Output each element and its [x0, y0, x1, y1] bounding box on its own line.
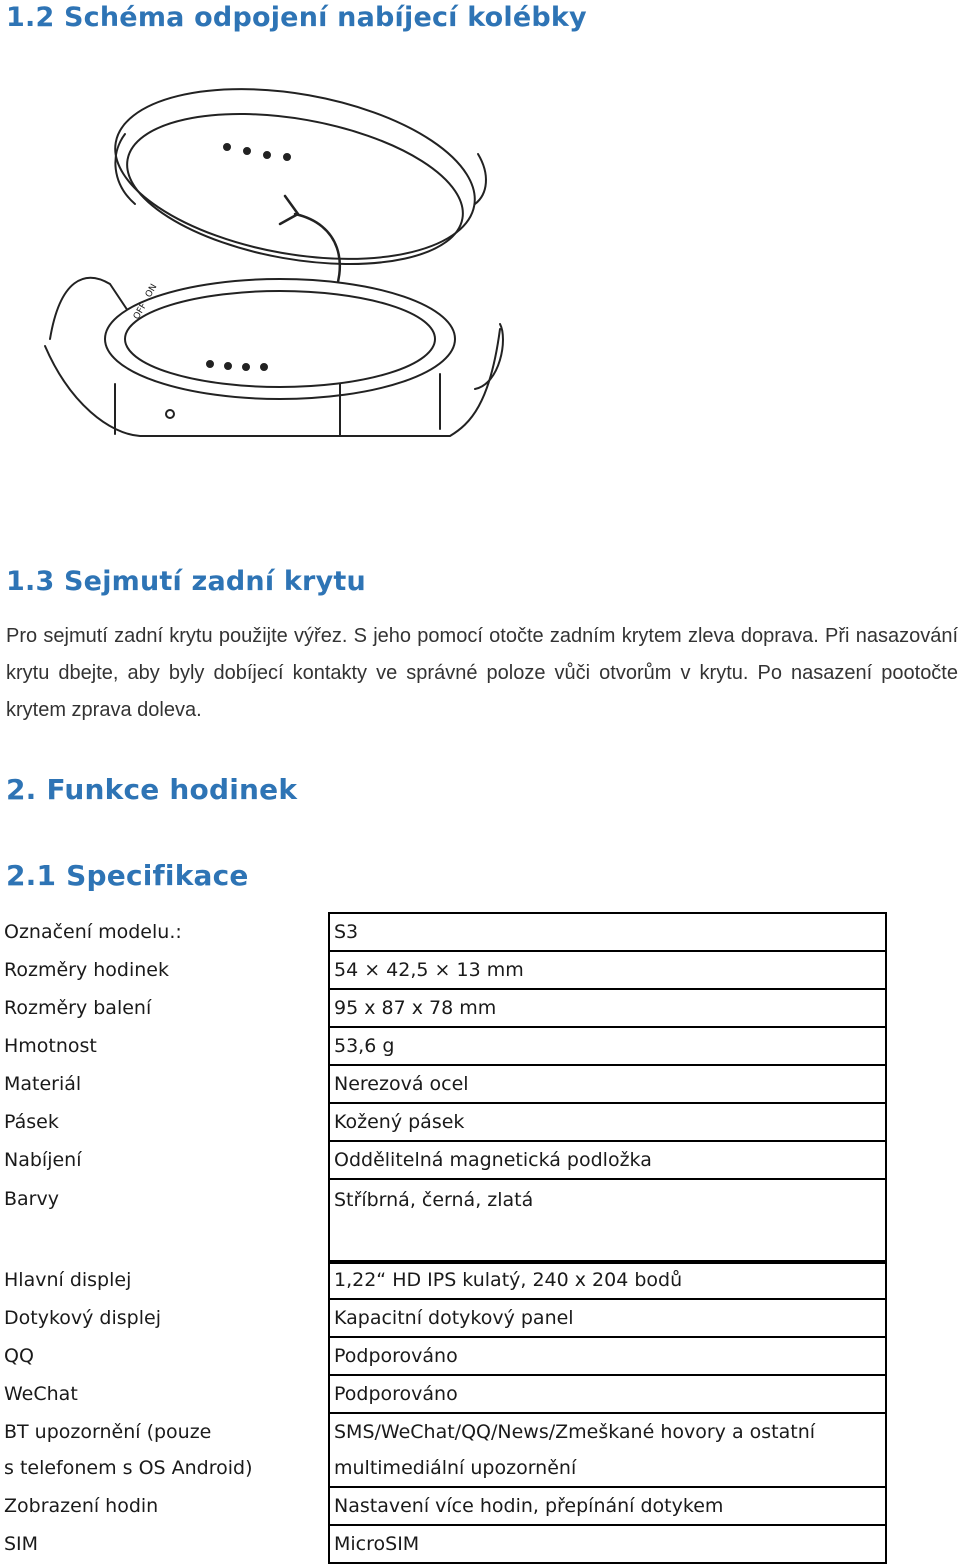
table-row: [0, 1179, 886, 1263]
spec-value: 54 × 42,5 × 13 mm: [329, 951, 886, 989]
spec-value: Kapacitní dotykový panel: [329, 1299, 886, 1337]
spec-value: Nerezová ocel: [329, 1065, 886, 1103]
table-row: [0, 1299, 886, 1337]
spec-value: Podporováno: [329, 1337, 886, 1375]
spec-key: Barvy: [4, 1188, 59, 1210]
section-heading-2: 2. Funkce hodinek: [6, 773, 298, 806]
watch-cradle-diagram: [30, 84, 510, 464]
spec-value: Oddělitelná magnetická podložka: [329, 1141, 886, 1179]
table-row: [0, 951, 886, 989]
spec-key: Označení modelu.:: [4, 921, 182, 943]
spec-value: Kožený pásek: [329, 1103, 886, 1141]
spec-key: Rozměry balení: [4, 997, 152, 1019]
spec-key: Dotykový displej: [4, 1307, 161, 1329]
table-row: [0, 1525, 886, 1563]
table-row: [0, 1065, 886, 1103]
table-row: [0, 1487, 886, 1525]
spec-key: Hmotnost: [4, 1035, 97, 1057]
spec-key: Zobrazení hodin: [4, 1495, 159, 1517]
spec-value: Nastavení více hodin, přepínání dotykem: [329, 1487, 886, 1525]
table-row: [0, 1261, 886, 1299]
table-row: [0, 1413, 886, 1487]
table-row: [0, 989, 886, 1027]
table-row: [0, 1375, 886, 1413]
spec-value-line: SMS/WeChat/QQ/News/Zmeškané hovory a ostatní: [334, 1421, 816, 1443]
spec-key-line: BT upozornění (pouze: [4, 1421, 212, 1443]
spec-key: Nabíjení: [4, 1149, 82, 1171]
spec-table-basic: [0, 912, 887, 1264]
table-row: [0, 913, 886, 951]
spec-value: S3: [329, 913, 886, 951]
on-label: ON: [143, 282, 160, 300]
spec-key: Hlavní displej: [4, 1269, 132, 1291]
section-heading-2-1: 2.1 Specifikace: [6, 859, 249, 892]
spec-key: Rozměry hodinek: [4, 959, 169, 981]
spec-value: 1,22“ HD IPS kulatý, 240 x 204 bodů: [329, 1261, 886, 1299]
section-heading-1-2: 1.2 Schéma odpojení nabíjecí kolébky: [6, 2, 587, 33]
table-row: [0, 1103, 886, 1141]
table-row: [0, 1141, 886, 1179]
spec-key: SIM: [4, 1533, 39, 1555]
spec-value: [329, 1413, 886, 1487]
section-heading-1-3: 1.3 Sejmutí zadní krytu: [6, 566, 366, 597]
spec-value: Stříbrná, černá, zlatá: [329, 1179, 886, 1263]
spec-key: QQ: [4, 1345, 34, 1367]
spec-value: 53,6 g: [329, 1027, 886, 1065]
off-label: OFF: [131, 301, 150, 322]
spec-key-line: s telefonem s OS Android): [4, 1457, 253, 1479]
spec-value: Podporováno: [329, 1375, 886, 1413]
table-row: [0, 1027, 886, 1065]
spec-table-features: [0, 1260, 887, 1564]
spec-key: WeChat: [4, 1383, 78, 1405]
spec-key: [0, 1413, 329, 1487]
spec-value-line: multimediální upozornění: [334, 1457, 577, 1479]
table-row: [0, 1337, 886, 1375]
spec-key: Pásek: [4, 1111, 59, 1133]
spec-key: Materiál: [4, 1073, 82, 1095]
instruction-paragraph: Pro sejmutí zadní krytu použijte výřez. S jeho pomocí otočte zadním krytem zleva doprava. Při nasazování krytu dbejte, aby byly dobíjecí kontakty ve správné poloze vůči otvorům v krytu. Po nasazení pootočte krytem zprava doleva.: [6, 625, 958, 721]
spec-value: MicroSIM: [329, 1525, 886, 1563]
spec-value: 95 x 87 x 78 mm: [329, 989, 886, 1027]
